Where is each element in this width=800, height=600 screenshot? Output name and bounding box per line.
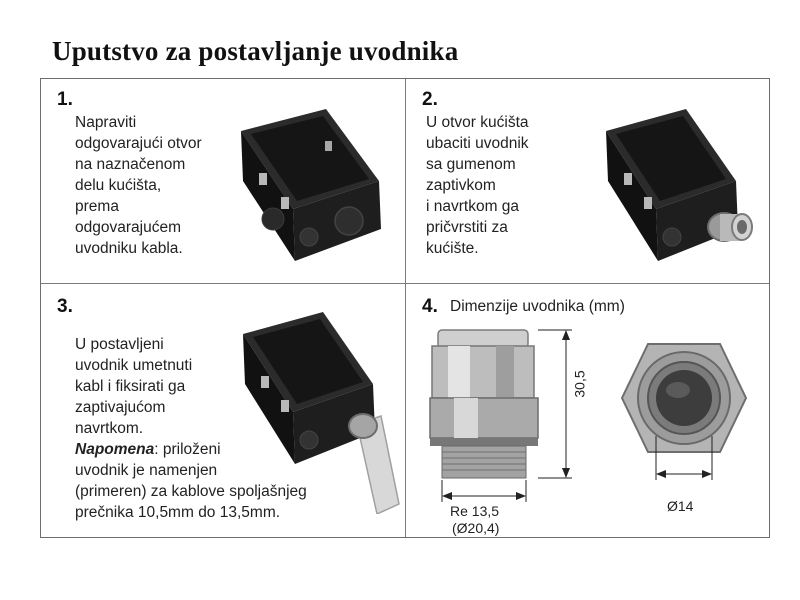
instruction-grid xyxy=(40,78,770,538)
note-text: : priloženi xyxy=(154,441,221,458)
step-3-line: kabl i fiksirati ga xyxy=(75,378,186,395)
step-2-line: zaptivkom xyxy=(426,177,496,194)
junction-box-photo xyxy=(231,101,396,276)
step-1-line: prema xyxy=(75,198,119,215)
step-3-panel xyxy=(41,284,405,539)
step-1-line: delu kućišta, xyxy=(75,177,162,194)
page-title: Uputstvo za postavljanje uvodnika xyxy=(52,36,459,66)
step-3-note-line: (primeren) za kablove spoljašnjeg xyxy=(75,483,307,500)
step-3-line: U postavljeni xyxy=(75,336,164,353)
step-2-line: U otvor kućišta xyxy=(426,114,529,131)
step-3-note-line: prečnika 10,5mm do 13,5mm. xyxy=(75,504,281,521)
cable-gland-icon xyxy=(349,414,377,438)
thread-icon xyxy=(442,446,526,478)
step-1-number: 1. xyxy=(57,89,73,110)
junction-box-with-cable-photo xyxy=(231,304,401,514)
step-2-line: sa gumenom xyxy=(426,156,516,173)
step-1-line: Napraviti xyxy=(75,114,137,131)
step-1-line: uvodniku kabla. xyxy=(75,240,183,257)
step-1-panel xyxy=(41,79,405,283)
step-1-text xyxy=(75,112,202,259)
step-3-line: navrtkom. xyxy=(75,420,144,437)
step-2-line: pričvrstiti za xyxy=(426,219,508,236)
step-2-panel xyxy=(406,79,771,283)
step-4-number: 4. xyxy=(422,296,438,317)
thread-dimension-label: Re 13,5 xyxy=(450,503,500,519)
step-3-note-line: uvodnik je namenjen xyxy=(75,462,218,479)
step-4-panel xyxy=(406,284,771,539)
step-3-line: zaptivajućom xyxy=(75,399,166,416)
cable-gland-side-view xyxy=(426,324,586,504)
step-1-line: na naznačenom xyxy=(75,156,186,173)
note-label: Napomena xyxy=(75,441,155,458)
step-3-number: 3. xyxy=(57,296,73,317)
step-2-text xyxy=(426,112,529,259)
step-1-line: odgovarajući otvor xyxy=(75,135,202,152)
cable-gland-icon xyxy=(708,213,752,241)
step-2-line: ubaciti uvodnik xyxy=(426,135,529,152)
step-1-line: odgovarajućem xyxy=(75,219,181,236)
step-3-line: uvodnik umetnuti xyxy=(75,357,193,374)
dimensions-heading: Dimenzije uvodnika (mm) xyxy=(450,298,625,315)
step-2-line: i navrtkom ga xyxy=(426,198,520,215)
step-2-line: kućište. xyxy=(426,240,479,257)
height-dimension-label: 30,5 xyxy=(571,370,588,398)
thread-diameter-label: (Ø20,4) xyxy=(452,520,500,536)
junction-box-with-gland-photo xyxy=(596,101,766,276)
cable-gland-top-view xyxy=(618,340,750,496)
inner-diameter-label: Ø14 xyxy=(667,498,694,514)
step-2-number: 2. xyxy=(422,89,438,110)
